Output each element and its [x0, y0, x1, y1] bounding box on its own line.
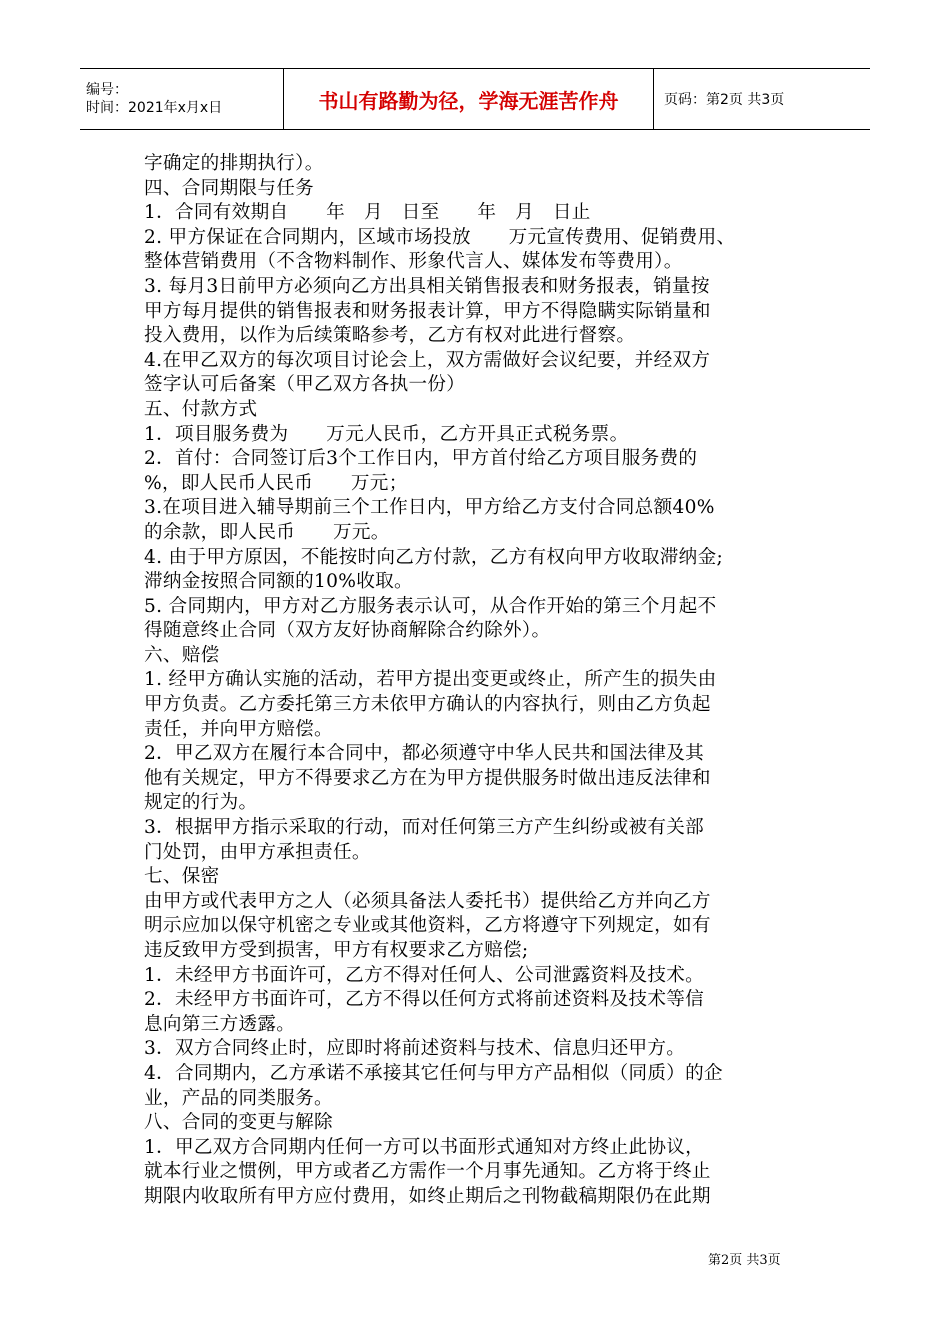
body-text-line: 3．根据甲方指示采取的行动，而对任何第三方产生纠纷或被有关部 — [144, 817, 705, 839]
body-text-line: 5. 合同期内，甲方对乙方服务表示认可，从合作开始的第三个月起不 — [144, 595, 717, 617]
body-text-line: 4．合同期内，乙方承诺不承接其它任何与甲方产品相似（同质）的企 — [144, 1062, 723, 1084]
body-text-line: 违反致甲方受到损害，甲方有权要求乙方赔偿; — [144, 940, 529, 961]
body-text-line: 3. 每月3日前甲方必须向乙方出具相关销售报表和财务报表，销量按 — [144, 275, 710, 297]
header-meta — [80, 69, 284, 129]
body-text-line: 甲方每月提供的销售报表和财务报表计算，甲方不得隐瞒实际销量和 — [144, 300, 711, 322]
header-motto: 书山有路勤为径，学海无涯苦作舟 — [284, 69, 654, 129]
body-text-line: 4.在甲乙双方的每次项目讨论会上，双方需做好会议纪要，并经双方 — [144, 349, 711, 371]
document-date: 时间：2021年x月x日 — [86, 100, 223, 116]
body-text-line: 责任，并向甲方赔偿。 — [144, 718, 333, 740]
body-text-line: 甲方负责。乙方委托第三方未依甲方确认的内容执行，则由乙方负起 — [144, 694, 711, 716]
body-text-line: %，即人民币人民币 万元； — [144, 472, 408, 494]
header-page-number: 页码：第2页 共3页 — [664, 92, 785, 108]
body-text-line: 3.在项目进入辅导期前三个工作日内，甲方给乙方支付合同总额40% — [144, 497, 715, 519]
body-text-line: 3．双方合同终止时，应即时将前述资料与技术、信息归还甲方。 — [144, 1038, 686, 1060]
body-text-line: 六、赔偿 — [144, 644, 220, 666]
document-body — [144, 152, 816, 1210]
body-text-line: 1．合同有效期自 年 月 日至 年 月 日止 — [144, 202, 591, 224]
body-text-line: 1．项目服务费为 万元人民币，乙方开具正式税务票。 — [144, 423, 629, 445]
body-text-line: 就本行业之惯例，甲方或者乙方需作一个月事先通知。乙方将于终止 — [144, 1161, 711, 1183]
body-text-line: 的余款，即人民币 万元。 — [144, 521, 390, 543]
body-text-line: 1. 经甲方确认实施的活动，若甲方提出变更或终止，所产生的损失由 — [144, 669, 717, 691]
body-text-line: 息向第三方透露。 — [144, 1013, 296, 1035]
body-text-line: 2．未经甲方书面许可，乙方不得以任何方式将前述资料及技术等信 — [144, 989, 705, 1011]
document-number-label: 编号： — [86, 82, 128, 98]
body-text-line: 规定的行为。 — [144, 792, 258, 814]
body-text-line: 滞纳金按照合同额的10%收取。 — [144, 571, 413, 593]
body-text-line: 投入费用，以作为后续策略参考，乙方有权对此进行督察。 — [144, 325, 636, 347]
body-text-line: 1．未经甲方书面许可，乙方不得对任何人、公司泄露资料及技术。 — [144, 964, 705, 986]
body-text-line: 四、合同期限与任务 — [144, 177, 315, 199]
body-text-line: 2．甲乙双方在履行本合同中，都必须遵守中华人民共和国法律及其 — [144, 743, 705, 765]
body-text-line: 他有关规定，甲方不得要求乙方在为甲方提供服务时做出违反法律和 — [144, 767, 711, 789]
body-text-line: 七、保密 — [144, 866, 220, 888]
body-text-line: 得随意终止合同（双方友好协商解除合约除外）。 — [144, 620, 551, 642]
body-text-line: 4. 由于甲方原因，不能按时向乙方付款，乙方有权向甲方收取滞纳金; — [144, 546, 724, 568]
body-text-line: 字确定的排期执行）。 — [144, 153, 324, 174]
page-footer-number: 第2页 共3页 — [708, 1253, 781, 1268]
body-text-line: 明示应加以保守机密之专业或其他资料，乙方将遵守下列规定，如有 — [144, 915, 711, 937]
body-text-line: 整体营销费用（不含物料制作、形象代言人、媒体发布等费用）。 — [144, 251, 683, 273]
body-text-line: 门处罚，由甲方承担责任。 — [144, 841, 371, 863]
body-text-line: 五、付款方式 — [144, 398, 258, 420]
body-text-line: 2. 甲方保证在合同期内，区域市场投放 万元宣传费用、促销费用、 — [144, 226, 736, 248]
body-text-line: 2．首付：合同签订后3个工作日内，甲方首付给乙方项目服务费的 — [144, 448, 698, 470]
page-header — [80, 68, 870, 130]
body-text-line: 1．甲乙双方合同期内任何一方可以书面形式通知对方终止此协议， — [144, 1136, 705, 1158]
body-text-line: 期限内收取所有甲方应付费用，如终止期后之刊物截稿期限仍在此期 — [144, 1185, 711, 1207]
body-text-line: 业，产品的同类服务。 — [144, 1087, 333, 1109]
body-text-line: 八、合同的变更与解除 — [144, 1112, 333, 1134]
body-text-line: 由甲方或代表甲方之人（必须具备法人委托书）提供给乙方并向乙方 — [144, 890, 711, 912]
body-text-line: 签字认可后备案（甲乙双方各执一份） — [144, 374, 466, 396]
